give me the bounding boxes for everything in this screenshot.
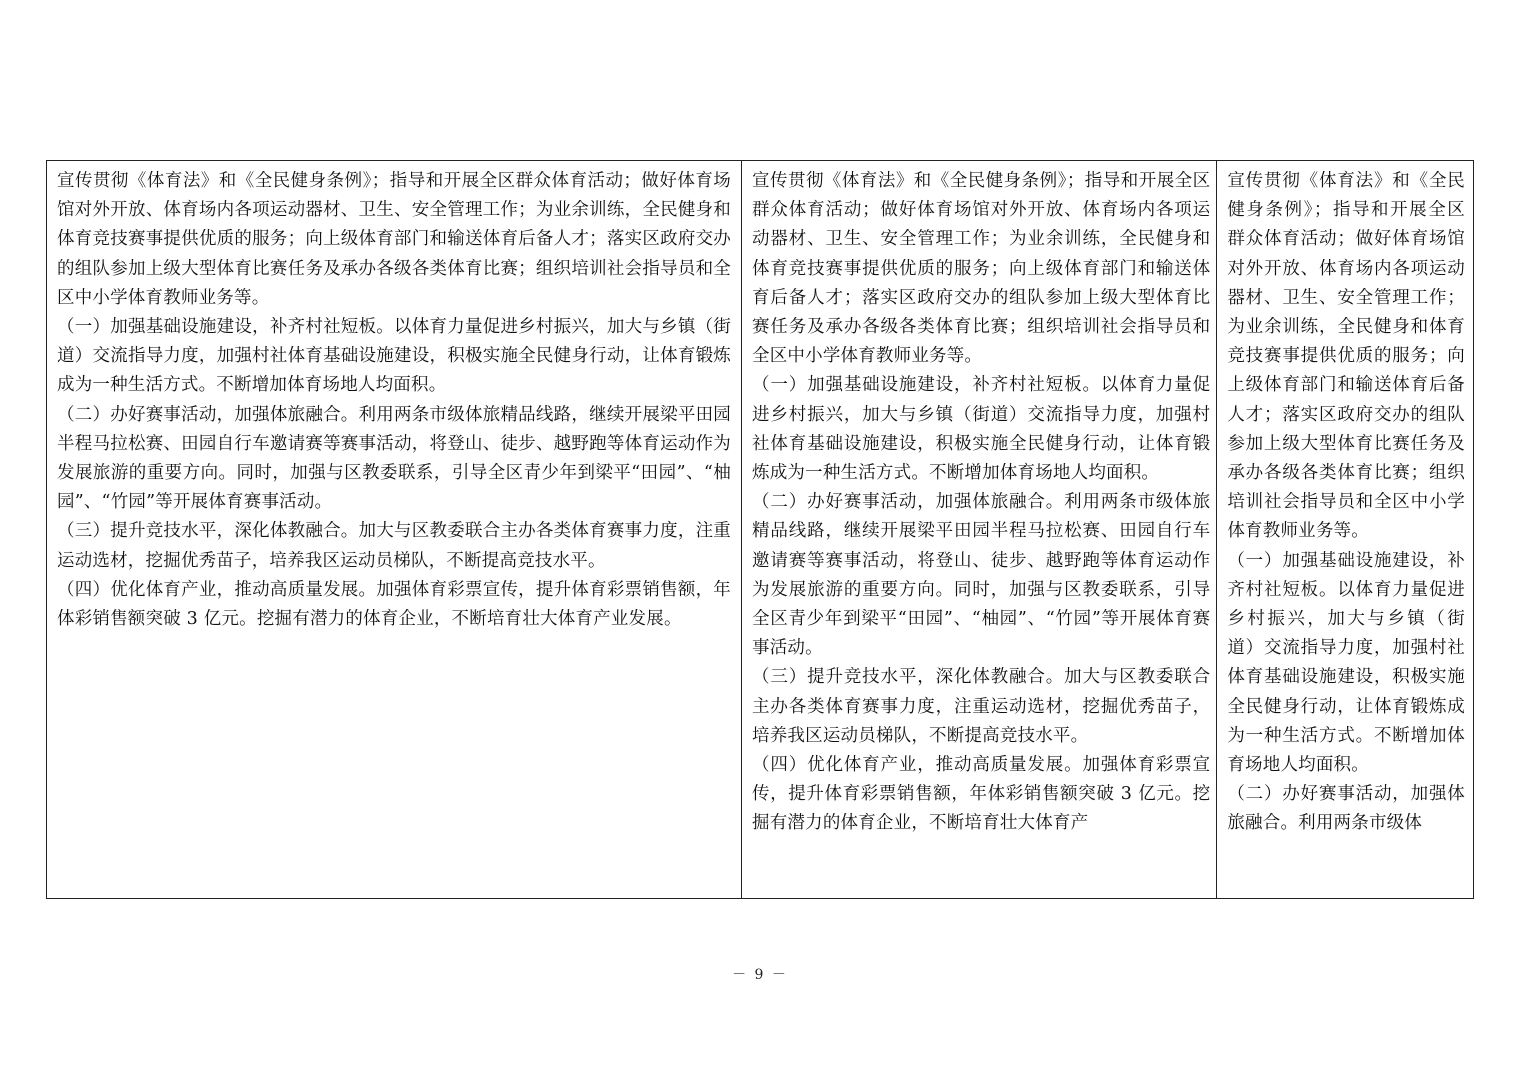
paragraph-item-2: （二）办好赛事活动，加强体旅融合。利用两条市级体旅精品线路，继续开展梁平田园半程马拉松赛、田园自行车邀请赛等赛事活动，将登山、徒步、越野跑等体育运动作为发展旅游的重要方向。同时，加强与区教委联系，引导全区青少年到梁平“田园”、“柚园”、“竹园”等开展体育赛事活动。 <box>752 492 1211 659</box>
paragraph-item-3: （三）提升竞技水平，深化体教融合。加大与区教委联合主办各类体育赛事力度，注重运动选材，挖掘优秀苗子，培养我区运动员梯队，不断提高竞技水平。 <box>57 521 732 571</box>
page-number: － 9 － <box>732 967 788 983</box>
paragraph-duties: 宣传贯彻《体育法》和《全民健身条例》；指导和开展全区群众体育活动；做好体育场馆对外开放、体育场内各项运动器材、卫生、安全管理工作；为业余训练，全民健身和体育竞技赛事提供优质的服务；向上级体育部门和输送体育后备人才；落实区政府交办的组队参加上级大型体育比赛任务及承办各级各类体育比赛；组织培训社会指导员和全区中小学体育教师业务等。 <box>1227 171 1465 542</box>
paragraph-item-4: （四）优化体育产业，推动高质量发展。加强体育彩票宣传，提升体育彩票销售额，年体彩销售额突破 3 亿元。挖掘有潜力的体育企业，不断培育壮大体育产业发展。 <box>57 579 732 630</box>
paragraph-item-3: （三）提升竞技水平，深化体教融合。加大与区教委联合主办各类体育赛事力度，注重运动选材，挖掘优秀苗子，培养我区运动员梯队，不断提高竞技水平。 <box>752 667 1211 746</box>
paragraph-duties: 宣传贯彻《体育法》和《全民健身条例》；指导和开展全区群众体育活动；做好体育场馆对外开放、体育场内各项运动器材、卫生、安全管理工作；为业余训练，全民健身和体育竞技赛事提供优质的服务；向上级体育部门和输送体育后备人才；落实区政府交办的组队参加上级大型体育比赛任务及承办各级各类体育比赛；组织培训社会指导员和全区中小学体育教师业务等。 <box>57 171 732 308</box>
paragraph-duties: 宣传贯彻《体育法》和《全民健身条例》；指导和开展全区群众体育活动；做好体育场馆对外开放、体育场内各项运动器材、卫生、安全管理工作；为业余训练，全民健身和体育竞技赛事提供优质的服务；向上级体育部门和输送体育后备人才；落实区政府交办的组队参加上级大型体育比赛任务及承办各级各类体育比赛；组织培训社会指导员和全区中小学体育教师业务等。 <box>752 171 1211 367</box>
paragraph-item-1: （一）加强基础设施建设，补齐村社短板。以体育力量促进乡村振兴，加大与乡镇（街道）交流指导力度，加强村社体育基础设施建设，积极实施全民健身行动，让体育锻炼成为一种生活方式。不断增加体育场地人均面积。 <box>752 375 1211 484</box>
table-cell-column-1 <box>47 161 741 898</box>
table-cell-column-2 <box>741 161 1216 898</box>
paragraph-item-1: （一）加强基础设施建设，补齐村社短板。以体育力量促进乡村振兴，加大与乡镇（街道）交流指导力度，加强村社体育基础设施建设，积极实施全民健身行动，让体育锻炼成为一种生活方式。不断增加体育场地人均面积。 <box>1227 550 1465 776</box>
paragraph-item-1: （一）加强基础设施建设，补齐村社短板。以体育力量促进乡村振兴，加大与乡镇（街道）交流指导力度，加强村社体育基础设施建设，积极实施全民健身行动，让体育锻炼成为一种生活方式。不断增加体育场地人均面积。 <box>57 317 732 396</box>
table-cell-column-3 <box>1216 161 1473 898</box>
paragraph-item-4: （四）优化体育产业，推动高质量发展。加强体育彩票宣传，提升体育彩票销售额，年体彩销售额突破 3 亿元。挖掘有潜力的体育企业，不断培育壮大体育产 <box>752 755 1211 834</box>
content-table <box>46 160 1474 899</box>
paragraph-item-2: （二）办好赛事活动，加强体旅融合。利用两条市级体 <box>1227 784 1465 834</box>
paragraph-item-2: （二）办好赛事活动，加强体旅融合。利用两条市级体旅精品线路，继续开展梁平田园半程马拉松赛、田园自行车邀请赛等赛事活动，将登山、徒步、越野跑等体育运动作为发展旅游的重要方向。同时，加强与区教委联系，引导全区青少年到梁平“田园”、“柚园”、“竹园”等开展体育赛事活动。 <box>57 404 732 513</box>
